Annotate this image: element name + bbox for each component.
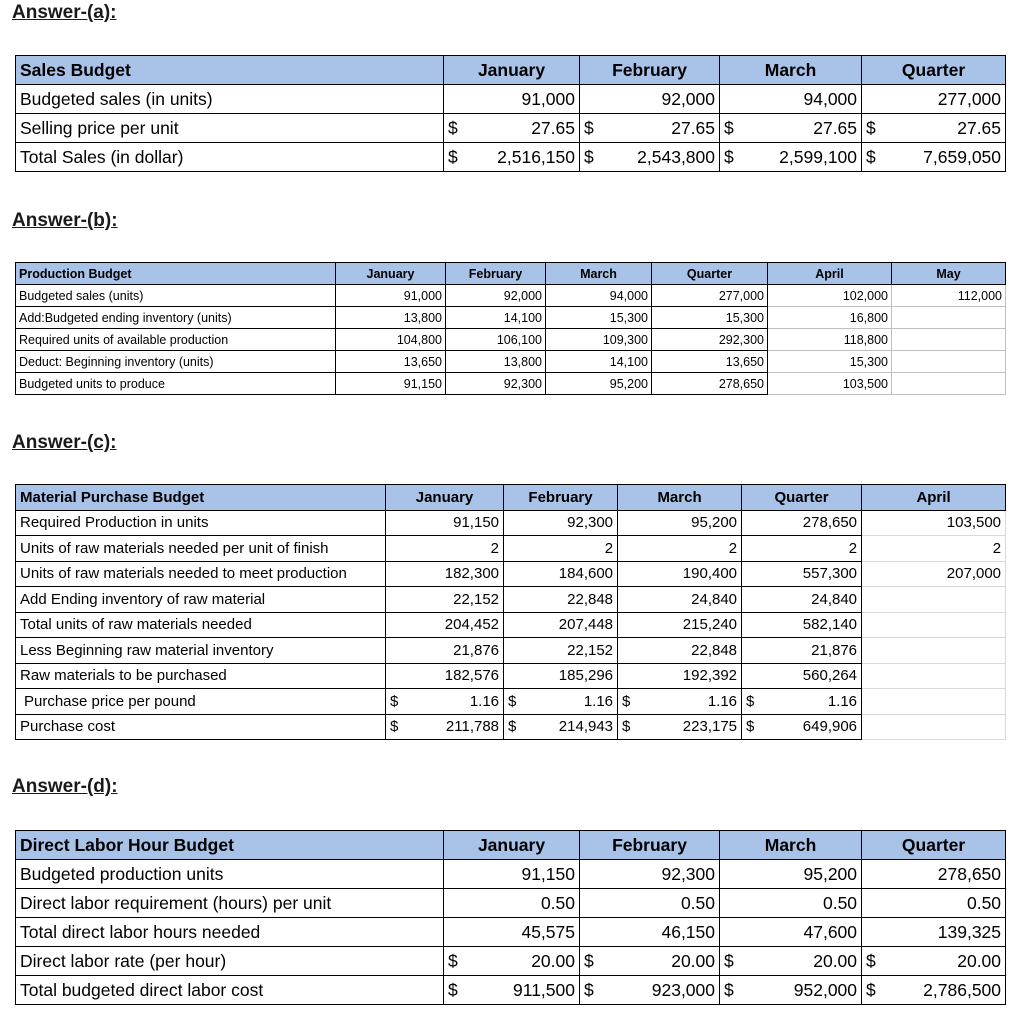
cell-value: 47,600	[720, 918, 862, 947]
table-row	[16, 612, 1006, 638]
cell-value: 20.00	[746, 947, 862, 976]
cell-value: 21,876	[742, 638, 862, 664]
row-label: Budgeted sales (in units)	[16, 85, 444, 114]
cell-value: 21,876	[386, 638, 504, 664]
row-label: Total units of raw materials needed	[16, 612, 386, 638]
table-row	[16, 638, 1006, 664]
table-row	[16, 85, 1006, 114]
row-label: Units of raw materials needed per unit of finish	[16, 536, 386, 562]
cell-value	[862, 714, 1006, 740]
cell-value: 2	[618, 536, 742, 562]
table-row	[16, 689, 1006, 715]
row-label: Total direct labor hours needed	[16, 918, 444, 947]
cell-value: 207,448	[504, 612, 618, 638]
col-header-march: March	[720, 831, 862, 860]
currency-symbol: $	[720, 947, 746, 976]
cell-value: 91,150	[444, 860, 580, 889]
col-header-january: January	[444, 831, 580, 860]
cell-value: 22,152	[504, 638, 618, 664]
cell-value: 45,575	[444, 918, 580, 947]
currency-symbol: $	[580, 143, 606, 172]
cell-value: 1.16	[410, 689, 504, 715]
currency-symbol: $	[618, 689, 642, 715]
cell-value: 92,000	[580, 85, 720, 114]
table-row	[16, 714, 1006, 740]
heading-answer-d: Answer-(d):	[12, 776, 118, 797]
currency-symbol: $	[386, 714, 410, 740]
currency-symbol: $	[504, 714, 528, 740]
cell-value: 46,150	[580, 918, 720, 947]
sales-budget-table	[15, 55, 1006, 172]
cell-value: 27.65	[888, 114, 1006, 143]
row-label: Units of raw materials needed to meet production	[16, 561, 386, 587]
cell-value: 278,650	[862, 860, 1006, 889]
table-row	[16, 285, 1006, 307]
cell-value: 106,100	[446, 329, 546, 351]
table-row	[16, 114, 1006, 143]
cell-value: 22,848	[618, 638, 742, 664]
cell-value: 214,943	[528, 714, 618, 740]
cell-value: 211,788	[410, 714, 504, 740]
cell-value: 94,000	[720, 85, 862, 114]
cell-value: 22,152	[386, 587, 504, 613]
col-header-march: March	[546, 263, 652, 285]
cell-value: 95,200	[618, 510, 742, 536]
row-label: Add Ending inventory of raw material	[16, 587, 386, 613]
cell-value: 13,800	[446, 351, 546, 373]
row-label: Purchase price per pound	[16, 689, 386, 715]
table-row	[16, 536, 1006, 562]
currency-symbol: $	[580, 947, 606, 976]
cell-value: 2,516,150	[470, 143, 580, 172]
table-row	[16, 663, 1006, 689]
cell-value: 952,000	[746, 976, 862, 1005]
cell-value: 91,150	[386, 510, 504, 536]
col-header-april: April	[768, 263, 892, 285]
cell-value: 182,300	[386, 561, 504, 587]
table-row	[16, 329, 1006, 351]
cell-value: 13,800	[336, 307, 446, 329]
cell-value: 911,500	[470, 976, 580, 1005]
table-header-row	[16, 831, 1006, 860]
cell-value: 103,500	[768, 373, 892, 395]
cell-value: 92,300	[504, 510, 618, 536]
cell-value: 14,100	[446, 307, 546, 329]
cell-value: 277,000	[862, 85, 1006, 114]
cell-value: 91,000	[444, 85, 580, 114]
row-label: Deduct: Beginning inventory (units)	[16, 351, 336, 373]
cell-value: 118,800	[768, 329, 892, 351]
heading-answer-a: Answer-(a):	[12, 2, 117, 23]
cell-value: 0.50	[862, 889, 1006, 918]
cell-value: 20.00	[470, 947, 580, 976]
col-header-may: May	[892, 263, 1006, 285]
cell-value: 278,650	[742, 510, 862, 536]
col-header-january: January	[386, 485, 504, 511]
cell-value	[862, 587, 1006, 613]
cell-value: 184,600	[504, 561, 618, 587]
row-label: Required units of available production	[16, 329, 336, 351]
currency-symbol: $	[742, 714, 766, 740]
row-label: Budgeted units to produce	[16, 373, 336, 395]
cell-value: 182,576	[386, 663, 504, 689]
material-budget-title: Material Purchase Budget	[16, 485, 386, 511]
currency-symbol: $	[618, 714, 642, 740]
cell-value: 94,000	[546, 285, 652, 307]
cell-value: 13,650	[336, 351, 446, 373]
col-header-january: January	[336, 263, 446, 285]
cell-value: 139,325	[862, 918, 1006, 947]
cell-value: 20.00	[606, 947, 720, 976]
production-budget-table	[15, 262, 1006, 395]
cell-value: 27.65	[606, 114, 720, 143]
cell-value: 560,264	[742, 663, 862, 689]
cell-value: 92,000	[446, 285, 546, 307]
col-header-february: February	[580, 56, 720, 85]
cell-value: 20.00	[888, 947, 1006, 976]
cell-value: 192,392	[618, 663, 742, 689]
currency-symbol: $	[444, 143, 470, 172]
currency-symbol: $	[504, 689, 528, 715]
cell-value: 582,140	[742, 612, 862, 638]
cell-value: 1.16	[528, 689, 618, 715]
cell-value: 2	[386, 536, 504, 562]
cell-value: 2	[862, 536, 1006, 562]
row-label: Budgeted production units	[16, 860, 444, 889]
currency-symbol: $	[720, 976, 746, 1005]
table-row	[16, 918, 1006, 947]
table-row	[16, 947, 1006, 976]
currency-symbol: $	[862, 143, 888, 172]
table-header-row	[16, 485, 1006, 511]
cell-value: 223,175	[642, 714, 742, 740]
col-header-quarter: Quarter	[742, 485, 862, 511]
table-row	[16, 587, 1006, 613]
row-label: Add:Budgeted ending inventory (units)	[16, 307, 336, 329]
direct-labor-budget-table	[15, 830, 1006, 1005]
cell-value	[862, 689, 1006, 715]
row-label: Total Sales (in dollar)	[16, 143, 444, 172]
col-header-february: February	[446, 263, 546, 285]
cell-value: 557,300	[742, 561, 862, 587]
cell-value: 207,000	[862, 561, 1006, 587]
cell-value: 190,400	[618, 561, 742, 587]
table-row	[16, 307, 1006, 329]
currency-symbol: $	[720, 143, 746, 172]
cell-value: 27.65	[470, 114, 580, 143]
row-label: Direct labor requirement (hours) per unit	[16, 889, 444, 918]
col-header-quarter: Quarter	[862, 56, 1006, 85]
cell-value: 22,848	[504, 587, 618, 613]
table-header-row	[16, 56, 1006, 85]
row-label: Budgeted sales (units)	[16, 285, 336, 307]
cell-value: 292,300	[652, 329, 768, 351]
cell-value: 102,000	[768, 285, 892, 307]
cell-value: 109,300	[546, 329, 652, 351]
row-label: Less Beginning raw material inventory	[16, 638, 386, 664]
cell-value	[892, 329, 1006, 351]
currency-symbol: $	[862, 114, 888, 143]
cell-value: 278,650	[652, 373, 768, 395]
sales-budget-title: Sales Budget	[16, 56, 444, 85]
currency-symbol: $	[444, 947, 470, 976]
cell-value: 0.50	[720, 889, 862, 918]
cell-value	[892, 373, 1006, 395]
cell-value	[862, 612, 1006, 638]
cell-value: 2,786,500	[888, 976, 1006, 1005]
col-header-february: February	[504, 485, 618, 511]
row-label: Total budgeted direct labor cost	[16, 976, 444, 1005]
row-label: Purchase cost	[16, 714, 386, 740]
cell-value: 103,500	[862, 510, 1006, 536]
table-row	[16, 510, 1006, 536]
currency-symbol: $	[580, 114, 606, 143]
cell-value: 215,240	[618, 612, 742, 638]
material-purchase-budget-table	[15, 484, 1006, 740]
cell-value: 0.50	[444, 889, 580, 918]
cell-value: 95,200	[546, 373, 652, 395]
cell-value: 91,150	[336, 373, 446, 395]
cell-value: 7,659,050	[888, 143, 1006, 172]
col-header-quarter: Quarter	[862, 831, 1006, 860]
currency-symbol: $	[444, 976, 470, 1005]
currency-symbol: $	[862, 947, 888, 976]
cell-value: 92,300	[580, 860, 720, 889]
cell-value: 16,800	[768, 307, 892, 329]
cell-value: 95,200	[720, 860, 862, 889]
table-row	[16, 860, 1006, 889]
cell-value: 92,300	[446, 373, 546, 395]
table-row	[16, 143, 1006, 172]
currency-symbol: $	[386, 689, 410, 715]
row-label: Required Production in units	[16, 510, 386, 536]
cell-value: 15,300	[768, 351, 892, 373]
table-row	[16, 561, 1006, 587]
cell-value: 13,650	[652, 351, 768, 373]
cell-value: 15,300	[546, 307, 652, 329]
cell-value	[862, 638, 1006, 664]
col-header-january: January	[444, 56, 580, 85]
cell-value: 0.50	[580, 889, 720, 918]
cell-value: 204,452	[386, 612, 504, 638]
cell-value: 24,840	[742, 587, 862, 613]
table-row	[16, 373, 1006, 395]
cell-value: 14,100	[546, 351, 652, 373]
cell-value: 2,599,100	[746, 143, 862, 172]
cell-value	[892, 351, 1006, 373]
table-row	[16, 976, 1006, 1005]
cell-value: 2	[504, 536, 618, 562]
currency-symbol: $	[444, 114, 470, 143]
table-row	[16, 351, 1006, 373]
cell-value: 112,000	[892, 285, 1006, 307]
cell-value: 91,000	[336, 285, 446, 307]
table-header-row	[16, 263, 1006, 285]
production-budget-title: Production Budget	[16, 263, 336, 285]
cell-value: 185,296	[504, 663, 618, 689]
cell-value	[892, 307, 1006, 329]
cell-value: 649,906	[766, 714, 862, 740]
currency-symbol: $	[580, 976, 606, 1005]
labor-budget-title: Direct Labor Hour Budget	[16, 831, 444, 860]
currency-symbol: $	[742, 689, 766, 715]
row-label: Raw materials to be purchased	[16, 663, 386, 689]
cell-value: 923,000	[606, 976, 720, 1005]
cell-value: 27.65	[746, 114, 862, 143]
heading-answer-b: Answer-(b):	[12, 210, 118, 231]
row-label: Direct labor rate (per hour)	[16, 947, 444, 976]
currency-symbol: $	[862, 976, 888, 1005]
cell-value: 24,840	[618, 587, 742, 613]
col-header-february: February	[580, 831, 720, 860]
col-header-march: March	[618, 485, 742, 511]
cell-value: 104,800	[336, 329, 446, 351]
col-header-march: March	[720, 56, 862, 85]
cell-value: 277,000	[652, 285, 768, 307]
heading-answer-c: Answer-(c):	[12, 432, 117, 453]
cell-value: 2	[742, 536, 862, 562]
cell-value: 2,543,800	[606, 143, 720, 172]
cell-value: 1.16	[766, 689, 862, 715]
row-label: Selling price per unit	[16, 114, 444, 143]
cell-value: 1.16	[642, 689, 742, 715]
col-header-april: April	[862, 485, 1006, 511]
cell-value	[862, 663, 1006, 689]
table-row	[16, 889, 1006, 918]
col-header-quarter: Quarter	[652, 263, 768, 285]
cell-value: 15,300	[652, 307, 768, 329]
currency-symbol: $	[720, 114, 746, 143]
